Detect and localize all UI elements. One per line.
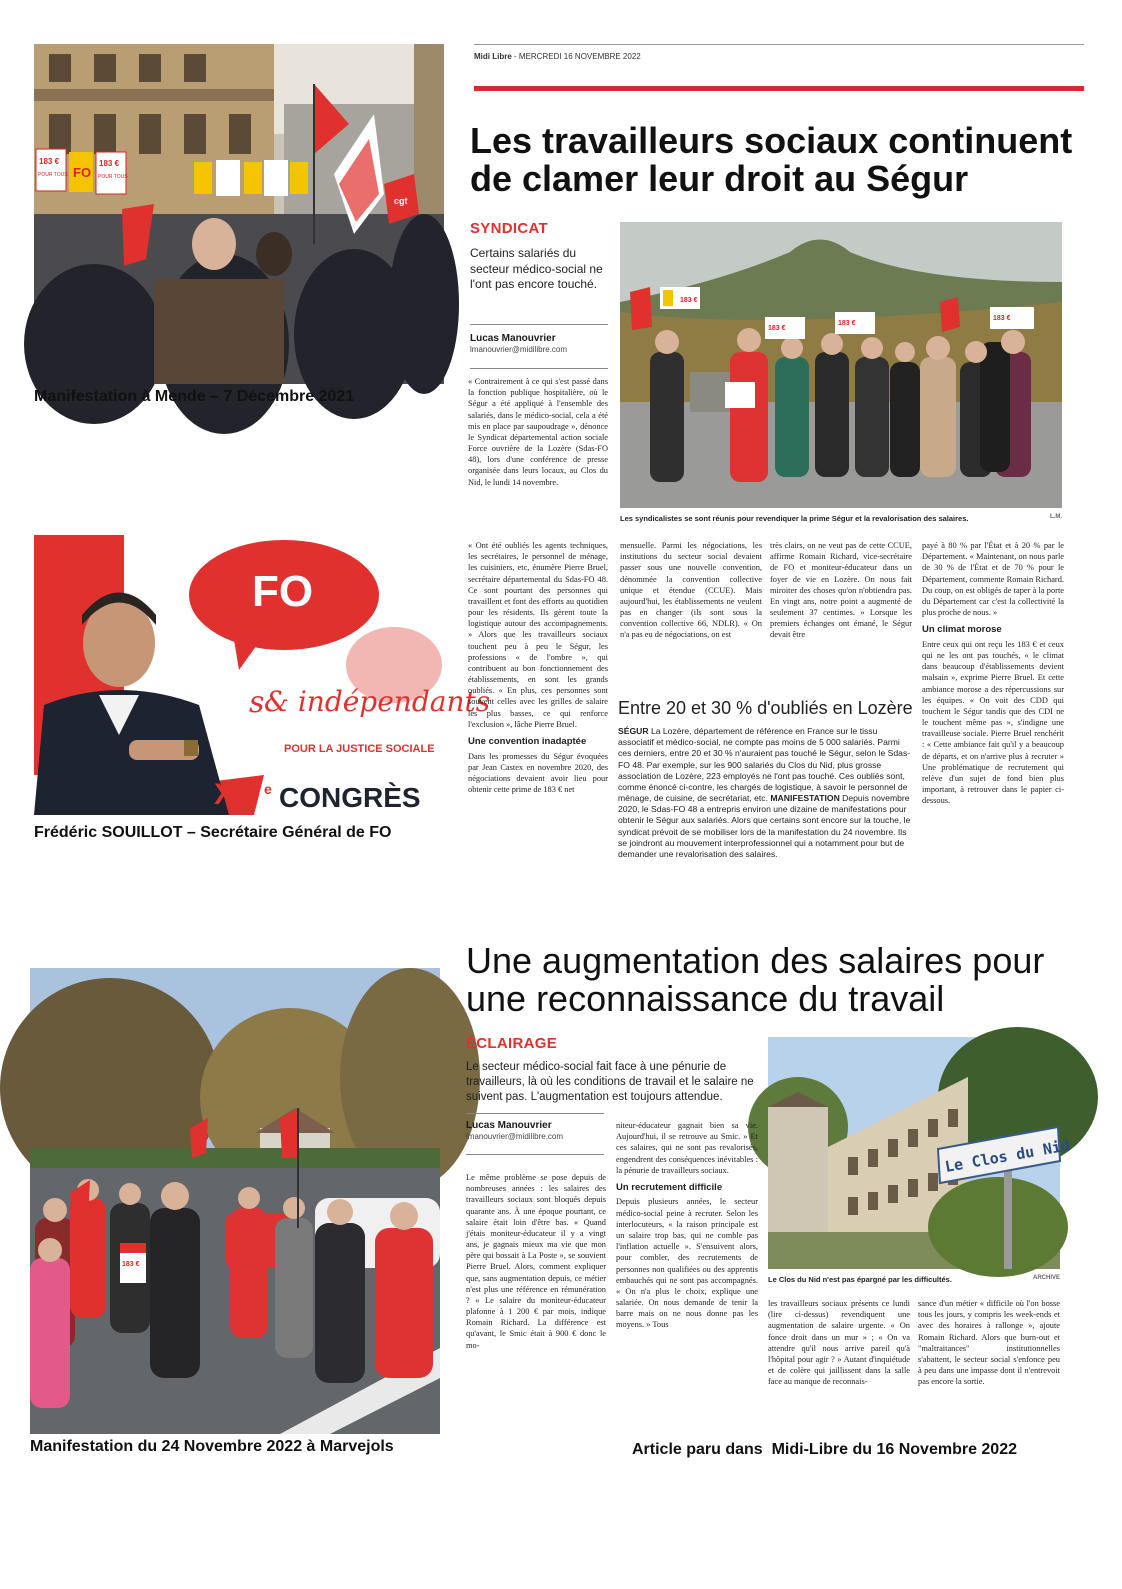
article1-col4 (770, 540, 912, 688)
author-name: Lucas Manouvrier (466, 1120, 552, 1131)
banner-script-prefix: s (249, 685, 265, 720)
sign-text: 183 € (99, 159, 120, 168)
box-paragraph: La Lozère, département de référence en France sur le tissu associatif et médico-social, ne compte pas moins de 5 000 salariés. Parmi ces derniers, entre 20 et 30 % n'auraient pas touché le Ségur, selon le Sdas-FO 48. Par exemple, sur les 900 salariés du Clos du Nid, plus grosse association de Lozère, 223 employés ne l'ont pas touché. Ces oubliés sont, comme énoncé ci-contre, les chargés de logistique, à savoir le personnel de ménage, de cuisine, de secrétariat, etc. (618, 726, 911, 804)
photo-syndicalists-group (620, 222, 1062, 508)
paragraph: sance d'un métier « difficile où l'on bosse tous les jours, y compris les week-ends et avec des horaires à rallonge », ajoute Romain Richard. Alors que burn-out et "maltraitances" institutionnelles s'abattent, le secteur social s'enfonce peu à peu dans une impasse dont il n'entrevoit pas encore la sortie. (918, 1299, 1060, 1387)
photo-caption-fo: Frédéric SOUILLOT – Secrétaire Général de FO (34, 824, 392, 841)
article1-kicker: SYNDICAT (470, 220, 548, 237)
article2-col2 (616, 1120, 758, 1428)
article2-chapo: Le secteur médico-social fait face à une pénurie de travailleurs, là où les conditions de travail et le salaire ne suivent pas. L'augmentation est toujours attendue. (466, 1061, 754, 1103)
sign-text: 183 € (993, 315, 1011, 322)
paragraph: Dans les promesses du Ségur évoquées par Jean Castex en novembre 2020, des négociations devaient avoir lieu pour obtenir cette prime de 183 € net (468, 751, 608, 795)
article1-col1 (468, 376, 608, 526)
paragraph: Entre ceux qui ont reçu les 183 € et ceux qui ne les ont pas touchés, « le climat dans beaucoup d'établissements devient malsain », exprime Pierre Bruel. Et cette ambiance morose a des répercussions sur les équipes. « On voit des CDD qui touchent le Ségur tandis que des CDI ne le touchent même pas », s'indigne une travailleuse sociale. Pierre Bruel renchérit : « Cette ambiance fait qu'il y a beaucoup de départs, et on n'arrive plus à recruter » Une problématique de recrutement qui relève d'un sujet de fond bien plus important, à retrouver dans le papier ci-dessous. (922, 639, 1064, 806)
article1-photo-caption (620, 514, 1062, 523)
article2-col3 (768, 1298, 910, 1428)
divider (470, 324, 608, 325)
divider (470, 368, 608, 369)
box-kicker-manifestation: MANIFESTATION (770, 793, 840, 804)
article2-photo-caption (768, 1275, 1060, 1284)
banner-tagline: POUR LA JUSTICE SOCIALE (284, 743, 435, 755)
caption-text: Les syndicalistes se sont réunis pour revendiquer la prime Ségur et la revalorisation des salaires. (620, 514, 969, 523)
sign-text: 183 € (122, 1261, 140, 1268)
photo-mende-demonstration (34, 44, 444, 384)
divider (466, 1113, 604, 1114)
author-email: lmanouvrier@midilibre.com (470, 345, 568, 354)
flag-text: cgt (394, 196, 408, 206)
article1-headline: Les travailleurs sociaux continuent de clamer leur droit au Ségur (470, 120, 1073, 199)
subhead: Un recrutement difficile (616, 1181, 723, 1193)
paragraph: les travailleurs sociaux présents ce lundi (lire ci-dessus) revendiquent une augmentation de salaire urgente. « On fonce droit dans un mur » ; « On va attendre qu'il nous arrive pareil qu'à l'hôpital pour agir ? » Autant d'inquiétude et de colère qui jaillissent dans la salle face au manque de reconnais- (768, 1299, 910, 1387)
fo-logo-text: FO (252, 567, 314, 616)
photo-fo-secretary (34, 535, 491, 815)
caption-text: Le Clos du Nid n'est pas épargné par les difficultés. (768, 1275, 952, 1284)
photo-clos-du-nid (768, 1037, 1072, 1269)
article2-col1 (466, 1172, 606, 1427)
subhead: Un climat morose (922, 624, 1002, 636)
paragraph: « Ont été oubliés les agents techniques, les secrétaires, le personnel de ménage, les cuisiniers, etc, énumère Pierre Bruel, secrétaire départemental du Sdas-FO 48. Ce sont pourtant des personnes qui travaillent et font des efforts au quotidien pour les résidents. Ils gèrent toute la logistique autour des accompagnements. » Alors que les travailleurs sociaux touchent peu à peu le Ségur, les professions « de l'ombre », qui contribuent au bon fonctionnement des établissements, en sont les grands oubliés. « En plus, ces personnes sont souvent celles avec les grilles de salaire les plus basses, ce qui renforce l'exclusion », lâche Pierre Bruel. (468, 541, 608, 729)
article2-author (466, 1120, 563, 1142)
sign-text: 183 € (838, 320, 856, 327)
sign-text: FO (73, 165, 92, 180)
sign-text: POUR TOUS (98, 174, 128, 180)
divider (466, 1154, 604, 1155)
author-email: lmanouvrier@midilibre.com (466, 1132, 564, 1141)
photo-credit: ARCHIVE (1032, 1275, 1060, 1281)
paragraph: mensuelle. Parmi les négociations, les institutions du secteur social devaient passer sous une nouvelle convention, dénommée la convention collective unique et étendue (CCUE). Mais aujourd'hui, les établissements ne veulent pas en changer (ils sont sous la convention collective 66, NDLR). « On n'a pas eu de négociations, on est (620, 541, 762, 640)
article2-headline: Une augmentation des salaires pour une reconnaissance du travail (466, 940, 1045, 1019)
paragraph: Le même problème se pose depuis de nombreuses années : les salaires des travailleurs sociaux sont bloqués depuis quarante ans. À une époque pourtant, ce salaire était loin d'être bas. « Quand j'étais moniteur-éducateur il y a vingt ans, je gagnais mieux ma vie que mon père qui bossait à La Poste », se souvient Pierre Bruel. Alors, comment expliquer que, sans augmentation depuis, ce métier n'est plus une référence en rémunération ? « Le salaire du moniteur-éducateur plafonne à 1 200 € par mois, indique Romain Richard. La différence est qu'avant, le Smic était à 900 € donc le mo- (466, 1173, 606, 1350)
article2-col4 (918, 1298, 1060, 1428)
article1-col2 (468, 540, 608, 920)
paragraph: Depuis plusieurs années, le secteur médico-social peine à recruter. Selon les interlocuteurs, « la raison principale est un salaire trop bas, qui ne comble pas l'inflation actuelle ». S'ensuivent alors, pour combler, des recrutements de personnes non qualifiées ou des apprentis embauchés qui ne sont pas accompagnés. « On n'a plus le choix, explique une salariée. On nous demande de tenir la barre mais on ne nous donne pas les moyens. » Tous (616, 1197, 758, 1330)
paragraph: niteur-éducateur gagnait bien sa vie. Aujourd'hui, il se retrouve au Smic. » Et ces salaires, qui ne sont pas revalorisés, engendrent des conséquences inévitables : la pénurie de travailleurs sociaux. (616, 1121, 758, 1175)
congress-superscript: e (264, 781, 272, 797)
box-headline: Entre 20 et 30 % d'oubliés en Lozère (618, 698, 913, 718)
photo-caption-marvejols: Manifestation du 24 Novembre 2022 à Marvejols (30, 1438, 394, 1455)
box-text (618, 726, 914, 860)
red-rule (474, 86, 1084, 91)
paragraph: « Contrairement à ce qui s'est passé dans la fonction publique hospitalière, où le Ségur a été appliqué à l'ensemble des salariés, dans le médico-social, cela a été mis en place par saupoudrage », dénonce le Syndicat départemental action sociale Force ouvrière de la Lozère (Sdas-FO 48), lors d'une conférence de presse organisée dans leurs locaux, au Clos du Nid, le lundi 14 novembre. (468, 377, 608, 487)
article1-chapo: Certains salariés du secteur médico-social ne l'ont pas encore touché. (470, 246, 603, 292)
photo-caption-mende: Manifestation à Mende – 7 Décembre 2021 (34, 388, 355, 405)
banner-script-text: & indépendants (264, 685, 491, 718)
box-kicker-segur: SÉGUR (618, 726, 649, 736)
photo-marvejols-demonstration (30, 968, 440, 1434)
article1-col3 (620, 540, 762, 688)
sign-text: 183 € (39, 157, 60, 166)
article1-col5 (922, 540, 1064, 920)
author-name: Lucas Manouvrier (470, 333, 556, 344)
paragraph: très clairs, on ne veut pas de cette CCUE, affirme Romain Richard, vice-secrétaire de FO et moniteur-éducateur dans un foyer de vie en Lozère. On nous fait miroiter des choses qu'on n'obtiendra pas. En vingt ans, notre point a augmenté de seulement 37 centimes. » Lorsque les premiers échanges ont émané, le Ségur devait être (770, 541, 912, 640)
masthead-rule (474, 44, 1084, 45)
article1-author (470, 333, 567, 355)
sign-text: POUR TOUS (38, 172, 68, 178)
paragraph: payé à 80 % par l'État et à 20 % par le Département. « Maintenant, on nous parle de 30 % de l'État et de 70 % pour le Département, commente Romain Richard. Du coup, on est obligés de taper à la porte du Département car c'est la collectivité la plus proche de nous. » (922, 541, 1064, 618)
sign-text: 183 € (680, 297, 698, 304)
photo-credit: L.M. (1050, 514, 1062, 520)
sign-text: Le Clos du Nid (943, 1136, 1072, 1176)
box-paragraph: Depuis novembre 2020, le Sdas-FO 48 a entrepris environ une dizaine de manifestations pour obtenir le Ségur aux salariés. Alors que certains sont encore sur la touche, le syndicat prévoit de se mobiliser lors de la manifestation du 24 novembre. Ils se joindront au mouvement interprofessionnel qui a notamment pour but de demander une revalorisation des salaires. (618, 793, 911, 859)
article2-kicker: ÉCLAIRAGE (466, 1035, 558, 1052)
congress-number: XV (214, 778, 255, 811)
subhead: Une convention inadaptée (468, 735, 587, 747)
masthead (474, 52, 641, 61)
masthead-paper: Midi Libre (474, 52, 512, 61)
footer-source: Article paru dans Midi-Libre du 16 Novembre 2022 (632, 1441, 1017, 1458)
congress-label: CONGRÈS (279, 782, 421, 813)
sign-text: 183 € (768, 325, 786, 332)
masthead-date: - MERCREDI 16 NOVEMBRE 2022 (514, 52, 641, 61)
